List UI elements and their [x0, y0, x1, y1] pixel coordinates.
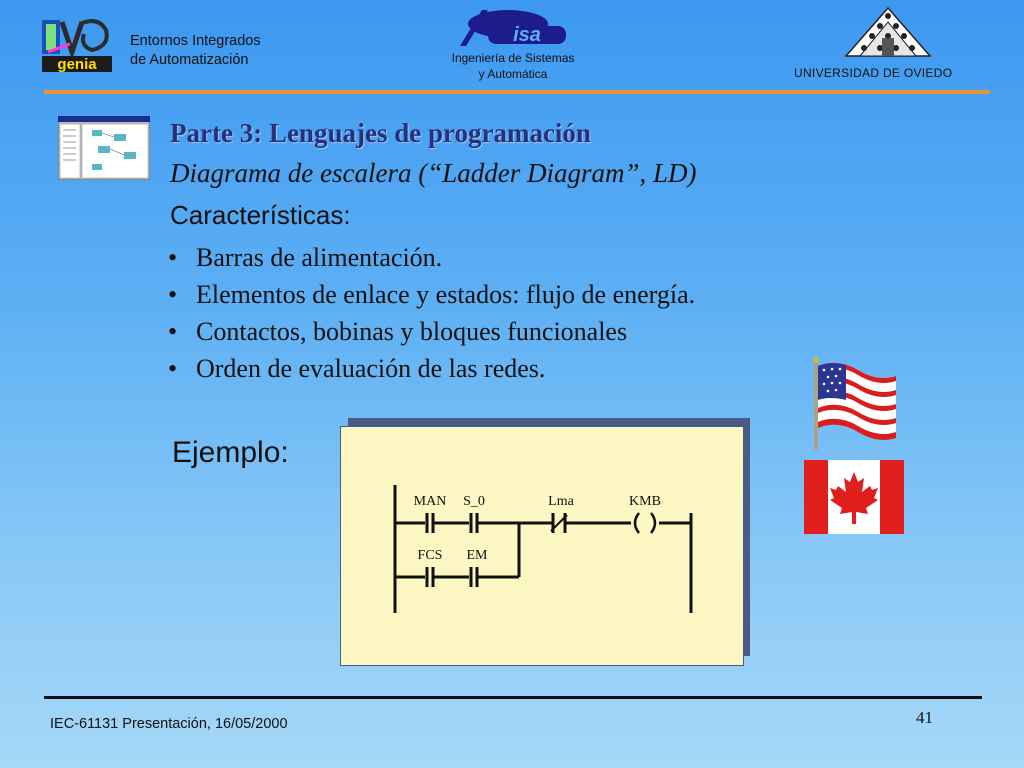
isa-title — [438, 50, 588, 82]
slide-subtitle: Diagrama de escalera (“Ladder Diagram”, LD) — [170, 158, 697, 188]
bullet-text: Barras de alimentación. — [196, 243, 443, 272]
bullet-text: Orden de evaluación de las redes. — [196, 354, 546, 383]
isa-logo — [452, 6, 570, 48]
label-em: EM — [466, 548, 488, 563]
svg-text:isa: isa — [513, 24, 541, 46]
bullet-dot: • — [168, 280, 178, 309]
list-item — [168, 314, 695, 351]
contact-lma-negated — [551, 513, 567, 533]
bullet-dot: • — [168, 354, 178, 383]
isa-title-line1: Ingeniería de Sistemas — [451, 51, 575, 65]
usa-flag-icon — [808, 356, 900, 452]
bullet-text: Elementos de enlace y estados: flujo de energía. — [196, 280, 696, 309]
coil-kmb — [635, 513, 655, 533]
ladder-diagram — [341, 427, 743, 665]
bullet-text: Contactos, bobinas y bloques funcionales — [196, 317, 628, 346]
svg-text:genia: genia — [57, 56, 97, 73]
label-kmb: KMB — [629, 494, 661, 509]
isa-title-line2: y Automática — [478, 67, 548, 81]
slide-title: Parte 3: Lenguajes de programación — [170, 118, 591, 148]
genia-title-line1: Entornos Integrados — [130, 33, 261, 49]
footer-divider — [44, 696, 982, 699]
genia-title — [130, 32, 261, 70]
label-fcs: FCS — [417, 548, 443, 563]
label-man: MAN — [413, 494, 447, 509]
genia-logo — [40, 16, 114, 74]
label-lma: Lma — [548, 494, 574, 509]
list-item — [168, 277, 695, 314]
header-divider — [44, 90, 990, 94]
page-number: 41 — [916, 708, 933, 727]
bullet-dot: • — [168, 317, 178, 346]
contact-em — [471, 567, 477, 587]
footer-text: IEC-61131 Presentación, 16/05/2000 — [50, 716, 288, 732]
university-crest — [842, 4, 934, 58]
list-item — [168, 240, 695, 277]
university-name: UNIVERSIDAD DE OVIEDO — [794, 66, 953, 80]
canada-flag-icon — [804, 460, 904, 534]
ladder-diagram-panel — [340, 426, 744, 666]
contact-fcs — [427, 567, 433, 587]
genia-title-line2: de Automatización — [130, 52, 249, 68]
list-item — [168, 351, 695, 388]
label-s0: S_0 — [463, 494, 485, 509]
software-screenshot-icon — [58, 116, 150, 180]
contact-man — [427, 513, 433, 533]
contact-s0 — [471, 513, 477, 533]
example-label: Ejemplo: — [172, 436, 289, 469]
bullet-list — [168, 240, 695, 388]
bullet-dot: • — [168, 243, 178, 272]
section-heading: Características: — [170, 200, 351, 230]
